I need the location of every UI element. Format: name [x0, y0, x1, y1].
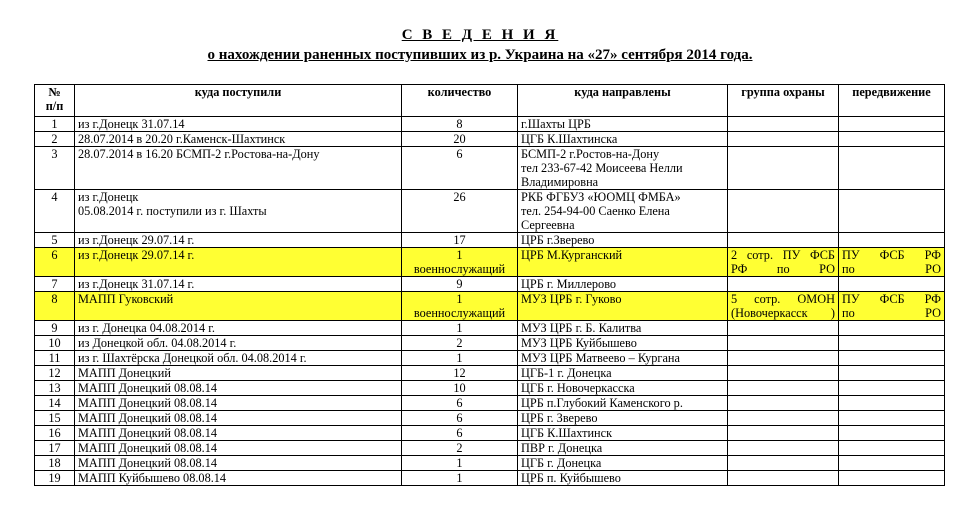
- cell-number: 15: [35, 411, 75, 426]
- cell-where-from-line: из г.Донецк 29.07.14 г.: [78, 248, 195, 262]
- cell-where-to-line: ЦРБ п. Куйбышево: [521, 471, 621, 485]
- cell-where-from: [75, 366, 402, 381]
- cell-count: [402, 471, 518, 486]
- table-row: [35, 117, 945, 132]
- table-row: [35, 441, 945, 456]
- table-row: [35, 471, 945, 486]
- cell-movement: [839, 190, 945, 233]
- cell-count: [402, 147, 518, 190]
- cell-count: [402, 441, 518, 456]
- cell-number: 9: [35, 321, 75, 336]
- cell-count-line: 17: [453, 233, 466, 247]
- cell-where-to-line: тел. 254-94-00 Саенко Елена: [521, 204, 670, 218]
- cell-count: [402, 411, 518, 426]
- cell-movement: [839, 117, 945, 132]
- cell-movement: [839, 411, 945, 426]
- cell-where-from-line: из г. Шахтёрска Донецкой обл. 04.08.2014 г.: [78, 351, 307, 365]
- cell-count: [402, 277, 518, 292]
- cell-movement: [839, 456, 945, 471]
- cell-where-from-line: МАПП Донецкий 08.08.14: [78, 456, 218, 470]
- cell-where-from: [75, 321, 402, 336]
- cell-count-line: 12: [453, 366, 466, 380]
- table-row: [35, 190, 945, 233]
- cell-where-from: [75, 396, 402, 411]
- cell-count: [402, 248, 518, 277]
- cell-count: [402, 366, 518, 381]
- cell-where-from-line: 28.07.2014 в 20.20 г.Каменск-Шахтинск: [78, 132, 286, 146]
- cell-number: 6: [35, 248, 75, 277]
- cell-movement: [839, 441, 945, 456]
- cell-where-from-line: 05.08.2014 г. поступили из г. Шахты: [78, 204, 267, 218]
- cell-number: 7: [35, 277, 75, 292]
- cell-count: [402, 336, 518, 351]
- cell-where-to-line: ЦРБ п.Глубокий Каменского р.: [521, 396, 683, 410]
- casualties-table: [34, 84, 945, 486]
- cell-where-to: [518, 233, 728, 248]
- cell-count-line: 8: [456, 117, 463, 131]
- cell-where-to-line: ЦРБ г.Зверево: [521, 233, 595, 247]
- cell-where-to: [518, 336, 728, 351]
- cell-where-from: [75, 426, 402, 441]
- cell-where-to-line: Сергеевна: [521, 218, 575, 232]
- cell-where-from: [75, 441, 402, 456]
- header-guard: группа охраны: [728, 85, 839, 117]
- cell-where-from: [75, 456, 402, 471]
- cell-where-from: [75, 336, 402, 351]
- cell-count-line: 2: [456, 441, 463, 455]
- cell-where-from: [75, 233, 402, 248]
- document-title: С В Е Д Е Н И Я: [401, 27, 559, 43]
- cell-count-line: 9: [456, 277, 463, 291]
- cell-movement: [839, 366, 945, 381]
- cell-where-from: [75, 381, 402, 396]
- cell-count-line: 1: [456, 321, 463, 335]
- header-count: количество: [402, 85, 518, 117]
- cell-movement: [839, 147, 945, 190]
- cell-where-from-line: МАПП Донецкий: [78, 366, 171, 380]
- cell-where-to-line: ЦРБ М.Курганский: [521, 248, 623, 262]
- cell-where-to: [518, 132, 728, 147]
- cell-number: 13: [35, 381, 75, 396]
- cell-guard: [728, 277, 839, 292]
- cell-where-to-line: тел 233-67-42 Моисеева Нелли: [521, 161, 683, 175]
- cell-guard: [728, 147, 839, 190]
- cell-count: [402, 426, 518, 441]
- cell-number: 14: [35, 396, 75, 411]
- cell-where-from: [75, 190, 402, 233]
- cell-where-to-line: ЦРБ г. Зверево: [521, 411, 598, 425]
- cell-guard: [728, 441, 839, 456]
- cell-where-from-line: из г.Донецк 29.07.14 г.: [78, 233, 195, 247]
- cell-where-from-line: МАПП Гуковский: [78, 292, 174, 306]
- table-row: [35, 321, 945, 336]
- table-row: [35, 456, 945, 471]
- cell-where-to: [518, 190, 728, 233]
- table-row: [35, 147, 945, 190]
- table-row: [35, 132, 945, 147]
- cell-count-line: 2: [456, 336, 463, 350]
- cell-count-line: 1: [456, 456, 463, 470]
- header-number: [35, 85, 75, 117]
- cell-where-from-line: МАПП Донецкий 08.08.14: [78, 426, 218, 440]
- cell-where-from-line: из г.Донецк 31.07.14: [78, 117, 185, 131]
- cell-where-to: [518, 456, 728, 471]
- cell-count-line: 26: [453, 190, 466, 204]
- table-row: [35, 248, 945, 277]
- cell-where-to: [518, 277, 728, 292]
- cell-movement: [839, 233, 945, 248]
- cell-movement: [839, 351, 945, 366]
- header-number-line1: №: [48, 85, 61, 99]
- header-number-line2: п/п: [45, 99, 64, 113]
- cell-where-from-line: из г.Донецк: [78, 190, 139, 204]
- cell-guard: [728, 456, 839, 471]
- cell-where-to-line: ЦГБ г. Новочеркасска: [521, 381, 635, 395]
- cell-number: 10: [35, 336, 75, 351]
- cell-where-from-line: из Донецкой обл. 04.08.2014 г.: [78, 336, 237, 350]
- table-row: [35, 336, 945, 351]
- cell-guard-line: РФ по РО: [731, 262, 835, 276]
- cell-count: [402, 456, 518, 471]
- cell-where-to-line: ЦРБ г. Миллерово: [521, 277, 617, 291]
- cell-where-to: [518, 411, 728, 426]
- table-row: [35, 351, 945, 366]
- cell-number: 5: [35, 233, 75, 248]
- table-row: [35, 277, 945, 292]
- cell-movement-line: ПУ ФСБ РФ: [842, 248, 941, 262]
- cell-guard: [728, 426, 839, 441]
- table-row: [35, 233, 945, 248]
- cell-where-from: [75, 277, 402, 292]
- cell-where-from-line: из г.Донецк 31.07.14 г.: [78, 277, 195, 291]
- cell-count-line: военнослужащий: [413, 306, 506, 320]
- cell-number: 17: [35, 441, 75, 456]
- cell-count: [402, 321, 518, 336]
- cell-count-line: 6: [456, 147, 463, 161]
- cell-movement: [839, 381, 945, 396]
- cell-where-to: [518, 292, 728, 321]
- cell-movement: [839, 336, 945, 351]
- cell-where-from-line: МАПП Куйбышево 08.08.14: [78, 471, 227, 485]
- cell-guard: [728, 321, 839, 336]
- cell-where-to-line: МУЗ ЦРБ г. Гуково: [521, 292, 622, 306]
- cell-count-line: 1: [456, 351, 463, 365]
- cell-count-line: 1: [456, 248, 463, 262]
- table-row: [35, 366, 945, 381]
- cell-movement: [839, 321, 945, 336]
- cell-where-from: [75, 147, 402, 190]
- cell-number: 11: [35, 351, 75, 366]
- cell-where-to-line: МУЗ ЦРБ г. Б. Калитва: [521, 321, 642, 335]
- cell-number: 8: [35, 292, 75, 321]
- cell-movement-line: по РО: [842, 306, 941, 320]
- table-row: [35, 381, 945, 396]
- header-where-from: куда поступили: [75, 85, 402, 117]
- cell-where-to-line: ЦГБ г. Донецка: [521, 456, 602, 470]
- cell-where-to-line: БСМП-2 г.Ростов-на-Дону: [521, 147, 660, 161]
- cell-movement: [839, 426, 945, 441]
- cell-where-to-line: ЦГБ-1 г. Донецка: [521, 366, 612, 380]
- cell-where-to: [518, 147, 728, 190]
- cell-number: 1: [35, 117, 75, 132]
- cell-count: [402, 292, 518, 321]
- table-header: [35, 85, 945, 117]
- cell-guard: [728, 190, 839, 233]
- cell-count: [402, 351, 518, 366]
- cell-where-from: [75, 471, 402, 486]
- cell-where-from-line: МАПП Донецкий 08.08.14: [78, 396, 218, 410]
- cell-count-line: 1: [456, 471, 463, 485]
- cell-where-to-line: Владимировна: [521, 175, 599, 189]
- cell-guard: [728, 248, 839, 277]
- document-subtitle: о нахождении раненных поступивших из р. Украина на «27» сентября 2014 года.: [207, 47, 753, 63]
- cell-count-line: 1: [456, 292, 463, 306]
- cell-where-to-line: МУЗ ЦРБ Матвеево – Кургана: [521, 351, 680, 365]
- cell-count: [402, 132, 518, 147]
- table-row: [35, 426, 945, 441]
- header-where-to: куда направлены: [518, 85, 728, 117]
- cell-where-from-line: МАПП Донецкий 08.08.14: [78, 381, 218, 395]
- cell-count-line: 6: [456, 426, 463, 440]
- cell-count: [402, 233, 518, 248]
- cell-where-from-line: 28.07.2014 в 16.20 БСМП-2 г.Ростова-на-Дону: [78, 147, 320, 161]
- table-row: [35, 411, 945, 426]
- cell-number: 4: [35, 190, 75, 233]
- cell-movement: [839, 396, 945, 411]
- cell-where-to-line: ЦГБ К.Шахтинск: [521, 426, 613, 440]
- cell-count: [402, 190, 518, 233]
- cell-where-to: [518, 248, 728, 277]
- cell-where-from: [75, 292, 402, 321]
- cell-guard: [728, 366, 839, 381]
- cell-count-line: 20: [453, 132, 466, 146]
- table-body: [35, 117, 945, 486]
- cell-guard: [728, 292, 839, 321]
- cell-where-to: [518, 426, 728, 441]
- cell-where-from-line: из г. Донецка 04.08.2014 г.: [78, 321, 215, 335]
- cell-where-from-line: МАПП Донецкий 08.08.14: [78, 411, 218, 425]
- cell-count-line: военнослужащий: [413, 262, 506, 276]
- cell-movement: [839, 277, 945, 292]
- cell-where-from-line: МАПП Донецкий 08.08.14: [78, 441, 218, 455]
- cell-where-to-line: ЦГБ К.Шахтинска: [521, 132, 618, 146]
- cell-where-to: [518, 366, 728, 381]
- cell-number: 18: [35, 456, 75, 471]
- cell-where-to: [518, 471, 728, 486]
- cell-where-to: [518, 396, 728, 411]
- cell-where-to-line: г.Шахты ЦРБ: [521, 117, 591, 131]
- header-movement: передвижение: [839, 85, 945, 117]
- cell-guard: [728, 117, 839, 132]
- cell-guard-line: 2 сотр. ПУ ФСБ: [731, 248, 835, 262]
- cell-where-from: [75, 248, 402, 277]
- cell-guard-line: 5 сотр. ОМОН: [731, 292, 835, 306]
- cell-guard: [728, 396, 839, 411]
- table-row: [35, 292, 945, 321]
- cell-guard: [728, 471, 839, 486]
- cell-where-to: [518, 441, 728, 456]
- cell-number: 12: [35, 366, 75, 381]
- cell-guard-line: (Новочеркасск ): [731, 306, 835, 320]
- cell-count: [402, 396, 518, 411]
- cell-number: 3: [35, 147, 75, 190]
- cell-number: 16: [35, 426, 75, 441]
- cell-guard: [728, 336, 839, 351]
- cell-where-to-line: МУЗ ЦРБ Куйбышево: [521, 336, 637, 350]
- cell-movement: [839, 292, 945, 321]
- cell-count: [402, 117, 518, 132]
- cell-where-from: [75, 117, 402, 132]
- cell-movement: [839, 132, 945, 147]
- cell-where-to: [518, 351, 728, 366]
- cell-movement: [839, 471, 945, 486]
- cell-guard: [728, 351, 839, 366]
- cell-guard: [728, 132, 839, 147]
- cell-movement-line: по РО: [842, 262, 941, 276]
- cell-where-to: [518, 381, 728, 396]
- cell-where-to-line: РКБ ФГБУЗ «ЮОМЦ ФМБА»: [521, 190, 681, 204]
- cell-guard: [728, 411, 839, 426]
- cell-number: 2: [35, 132, 75, 147]
- cell-count-line: 6: [456, 396, 463, 410]
- cell-where-from: [75, 132, 402, 147]
- cell-where-to: [518, 117, 728, 132]
- cell-movement: [839, 248, 945, 277]
- cell-where-from: [75, 411, 402, 426]
- cell-number: 19: [35, 471, 75, 486]
- cell-movement-line: ПУ ФСБ РФ: [842, 292, 941, 306]
- cell-count-line: 6: [456, 411, 463, 425]
- cell-guard: [728, 381, 839, 396]
- table-row: [35, 396, 945, 411]
- cell-count: [402, 381, 518, 396]
- cell-where-to: [518, 321, 728, 336]
- cell-where-to-line: ПВР г. Донецка: [521, 441, 603, 455]
- cell-count-line: 10: [453, 381, 466, 395]
- cell-where-from: [75, 351, 402, 366]
- cell-guard: [728, 233, 839, 248]
